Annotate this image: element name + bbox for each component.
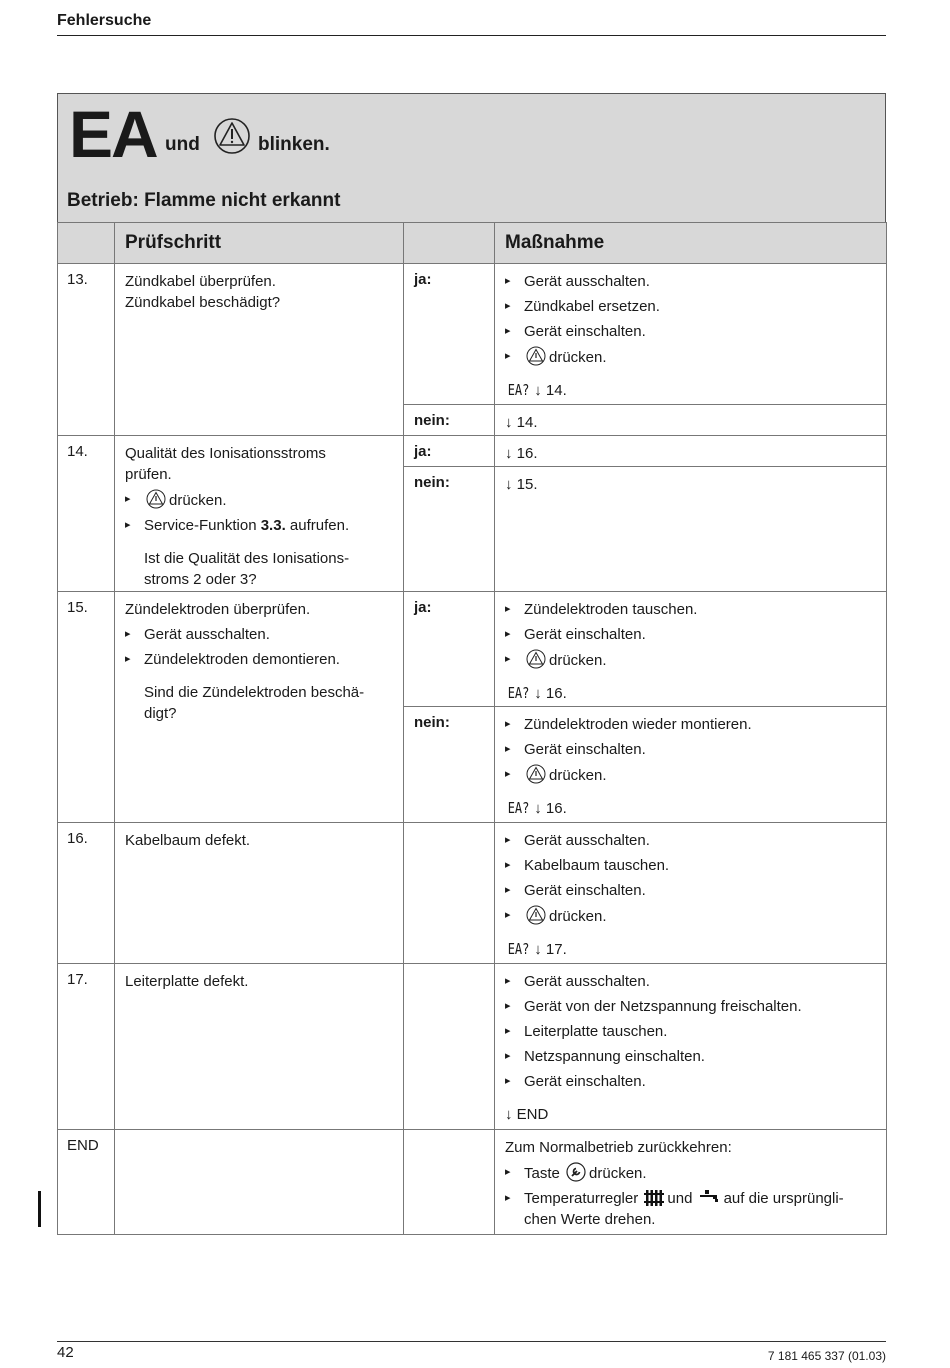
action-text: drücken.: [549, 767, 607, 784]
action-item: ▸ Gerät einschalten.: [505, 321, 878, 342]
footer-divider: [57, 1341, 886, 1342]
action-text: chen Werte drehen.: [524, 1211, 656, 1228]
step-question: Zündkabel beschädigt?: [125, 294, 281, 311]
blink-label: blinken.: [258, 134, 330, 155]
fault-code-box: [57, 93, 886, 223]
table-header-row: [58, 223, 887, 264]
action-item: ▸ Zündelektroden demontieren.: [125, 649, 393, 670]
page-header-title: Fehlersuche: [57, 12, 152, 29]
table-row: [58, 436, 887, 467]
action-item: ▸ Zündkabel ersetzen.: [505, 296, 878, 317]
document-number: 7 181 465 337 (01.03): [767, 1349, 886, 1363]
warning-triangle-icon: [213, 117, 251, 155]
step-check: [115, 264, 404, 436]
action-intro: Zum Normalbetrieb zurückkehren:: [505, 1139, 732, 1156]
tap-icon: [699, 1189, 721, 1207]
step-text: Zündkabel überprüfen.: [125, 273, 276, 290]
action-item: [505, 649, 878, 671]
table-row: [58, 592, 887, 707]
step-question: digt?: [144, 705, 177, 722]
goto-step: ↓ END: [505, 1106, 549, 1123]
action-item: [125, 489, 393, 511]
display-code: EA?: [507, 940, 530, 958]
action-item: [505, 346, 878, 368]
action-cell: [495, 436, 887, 467]
table-row: [58, 264, 887, 405]
goto-step: ↓ 14.: [534, 382, 567, 399]
action-cell: [495, 823, 887, 964]
action-item: ▸ Gerät einschalten.: [505, 880, 878, 901]
answer-blank: [404, 1130, 495, 1235]
action-item: ▸ Gerät ausschalten.: [505, 271, 878, 292]
step-number: 17.: [58, 964, 115, 1130]
radiator-icon: [644, 1189, 664, 1207]
warning-triangle-icon: [146, 489, 166, 509]
warning-triangle-icon: [526, 764, 546, 784]
header-divider: [57, 35, 886, 36]
answer-no: nein:: [404, 405, 495, 436]
result-goto: [505, 939, 878, 960]
display-code: EA?: [507, 799, 530, 817]
step-question: Ist die Qualität des Ionisations-: [144, 550, 350, 567]
answer-yes: ja:: [404, 264, 495, 405]
answer-yes: ja:: [404, 436, 495, 467]
goto-step: ↓ 16.: [534, 685, 567, 702]
goto-step: ↓ 16.: [534, 800, 567, 817]
action-cell: [495, 264, 887, 405]
action-item: ▸ Gerät ausschalten.: [125, 624, 393, 645]
step-check: [115, 592, 404, 823]
step-text: Qualität des Ionisationsstroms: [125, 445, 326, 462]
margin-change-bar: [38, 1191, 41, 1227]
step-number: 16.: [58, 823, 115, 964]
action-item: ▸ Kabelbaum tauschen.: [505, 855, 878, 876]
action-item: ▸ Gerät ausschalten.: [505, 971, 878, 992]
step-number: 15.: [58, 592, 115, 823]
table-row: [58, 1130, 887, 1235]
table-row: [58, 964, 887, 1130]
action-item: ▸ Gerät einschalten.: [505, 739, 878, 760]
action-text: drücken.: [549, 349, 607, 366]
step-text: Kabelbaum defekt.: [125, 832, 251, 849]
table-row: [58, 823, 887, 964]
action-item: [505, 764, 878, 786]
display-code: EA?: [507, 684, 530, 702]
and-label: und: [165, 134, 200, 155]
action-item: ▸ Service-Funktion 3.3. aufrufen.: [125, 515, 393, 536]
header-blank: [58, 223, 115, 264]
step-check: [115, 964, 404, 1130]
goto-step: ↓ 15.: [505, 476, 538, 493]
action-item: ▸ Leiterplatte tauschen.: [505, 1021, 878, 1042]
answer-no: nein:: [404, 707, 495, 823]
step-check: [115, 823, 404, 964]
answer-blank: [404, 964, 495, 1130]
result-goto: [505, 798, 878, 819]
action-item: ▸ Gerät von der Netzspannung freischalten.: [505, 996, 878, 1017]
header-massnahme: Maßnahme: [495, 223, 887, 264]
action-cell: [495, 1130, 887, 1235]
header-blank: [404, 223, 495, 264]
action-item: ▸ Gerät einschalten.: [505, 624, 878, 645]
goto-step: ↓ 17.: [534, 941, 567, 958]
step-check: [115, 1130, 404, 1235]
service-wrench-icon: [566, 1162, 586, 1182]
action-cell: [495, 405, 887, 436]
step-number: 14.: [58, 436, 115, 592]
action-item: ▸ Zündelektroden wieder montieren.: [505, 714, 878, 735]
step-text: prüfen.: [125, 466, 172, 483]
page-number: 42: [57, 1344, 74, 1361]
action-item: ▸ Netzspannung einschalten.: [505, 1046, 878, 1067]
step-number: END: [58, 1130, 115, 1235]
action-item: [505, 905, 878, 927]
result-goto: [505, 683, 878, 704]
action-cell: [495, 592, 887, 707]
action-text: drücken.: [169, 492, 227, 509]
action-cell: [495, 964, 887, 1130]
answer-yes: ja:: [404, 592, 495, 707]
action-item: ▸ Taste drücken.: [505, 1162, 878, 1184]
action-item: ▸ Gerät ausschalten.: [505, 830, 878, 851]
step-check: [115, 436, 404, 592]
operation-subtitle: Betrieb: Flamme nicht erkannt: [67, 190, 341, 211]
answer-blank: [404, 823, 495, 964]
goto-step: ↓ 14.: [505, 414, 538, 431]
action-cell: [495, 707, 887, 823]
troubleshooting-table: [57, 222, 887, 1235]
result-goto: [505, 380, 878, 401]
warning-triangle-icon: [526, 905, 546, 925]
step-text: Zündelektroden überprüfen.: [125, 601, 311, 618]
step-question: Sind die Zündelektroden beschä-: [144, 684, 365, 701]
step-number: 13.: [58, 264, 115, 436]
action-text: drücken.: [549, 652, 607, 669]
fault-code: EA: [69, 97, 157, 171]
goto-step: ↓ 16.: [505, 445, 538, 462]
display-code: EA?: [507, 381, 530, 399]
action-item: ▸ Gerät einschalten.: [505, 1071, 878, 1092]
action-cell: [495, 467, 887, 592]
header-pruefschritt: Prüfschritt: [115, 223, 404, 264]
warning-triangle-icon: [526, 649, 546, 669]
warning-triangle-icon: [526, 346, 546, 366]
answer-no: nein:: [404, 467, 495, 592]
step-text: Leiterplatte defekt.: [125, 973, 249, 990]
action-item: ▸ Temperaturregler und auf die ursprüngli- chen Werte drehen.: [505, 1188, 878, 1230]
step-question: stroms 2 oder 3?: [144, 571, 257, 588]
action-item: ▸ Zündelektroden tauschen.: [505, 599, 878, 620]
action-text: drücken.: [549, 908, 607, 925]
